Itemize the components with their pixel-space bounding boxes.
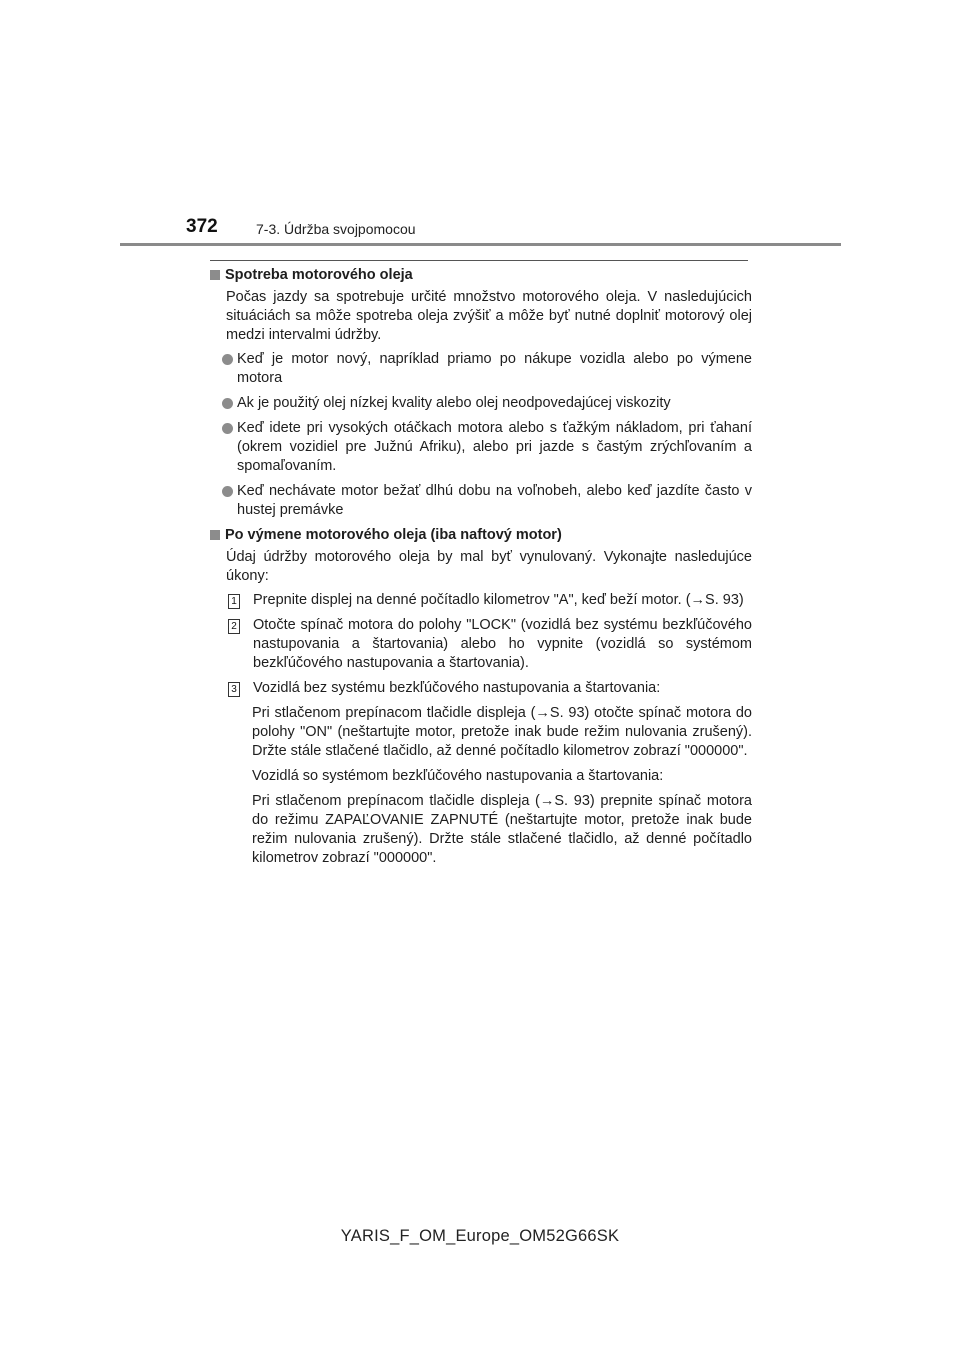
square-bullet-icon: [210, 270, 220, 280]
section-heading-oil-consumption: [210, 266, 752, 285]
paragraph: Počas jazdy sa spotrebuje určité množstvo motorového oleja. V nasledujúcich situáciách sa môže spotreba oleja zvýšiť a môže byť nutné doplniť motorový olej medzi intervalmi údržby.: [226, 289, 752, 343]
step-text: Otočte spínač motora do polohy "LOCK" (vozidlá bez systému bezkľúčového nastupovania a štartovania) alebo ho vypnite (vozidlá so systémom bezkľúčového nastupovania a štartovania).: [253, 617, 752, 671]
step-number-badge: 1: [228, 594, 240, 609]
list-item: [222, 350, 752, 388]
list-item-text: Keď idete pri vysokých otáčkach motora alebo s ťažkým nákladom, pri ťahaní (okrem vozidiel pre Južnú Afriku), alebo pri jazde s častým zrýchľovaním a spomaľovaním.: [237, 420, 752, 474]
circle-bullet-icon: [222, 423, 233, 434]
header-divider: [120, 243, 841, 246]
list-item: [222, 482, 752, 520]
section-title: 7-3. Údržba svojpomocou: [256, 221, 416, 237]
square-bullet-icon: [210, 530, 220, 540]
circle-bullet-icon: [222, 354, 233, 365]
page-number: 372: [186, 216, 218, 237]
step-item: [228, 591, 752, 610]
step-sub-paragraph: Pri stlačenom prepínacom tlačidle displeja (→S. 93) prepnite spínač motora do režimu ZAPAĽOVANIE ZAPNUTÉ (neštartujte motor, pretože inak bude režim nulovania zrušený). Držte stále stlačené tlačidlo, až denné počítadlo kilometrov zobrazí "000000".: [252, 793, 752, 866]
step-number-badge: 3: [228, 682, 240, 697]
step-item: [228, 679, 752, 698]
list-item: [222, 394, 752, 413]
step-sub-paragraph: Pri stlačenom prepínacom tlačidle displeja (→S. 93) otočte spínač motora do polohy "ON" (neštartujte motor, pretože inak bude režim nulovania zrušený). Držte stále stlačené tlačidlo, až denné počítadlo kilometrov zobrazí "000000".: [252, 705, 752, 759]
main-content: [210, 266, 752, 874]
content-divider: [210, 260, 748, 261]
paragraph: Údaj údržby motorového oleja by mal byť vynulovaný. Vykonajte nasledujúce úkony:: [226, 549, 752, 584]
list-item: [222, 419, 752, 476]
step-sub-heading: Vozidlá so systémom bezkľúčového nastupovania a štartovania:: [252, 768, 664, 784]
step-text: Prepnite displej na denné počítadlo kilometrov "A", keď beží motor. (→S. 93): [253, 592, 744, 608]
heading-text: Po výmene motorového oleja (iba naftový motor): [225, 527, 562, 543]
circle-bullet-icon: [222, 486, 233, 497]
list-item-text: Keď je motor nový, napríklad priamo po nákupe vozidla alebo po výmene motora: [237, 351, 752, 386]
step-number-badge: 2: [228, 619, 240, 634]
footer-doc-code: YARIS_F_OM_Europe_OM52G66SK: [340, 1227, 620, 1245]
step-text: Vozidlá bez systému bezkľúčového nastupovania a štartovania:: [253, 680, 661, 696]
step-item: [228, 616, 752, 673]
circle-bullet-icon: [222, 398, 233, 409]
heading-text: Spotreba motorového oleja: [225, 267, 413, 283]
section-heading-oil-change: [210, 526, 752, 545]
list-item-text: Ak je použitý olej nízkej kvality alebo olej neodpovedajúcej viskozity: [237, 395, 671, 411]
list-item-text: Keď nechávate motor bežať dlhú dobu na voľnobeh, alebo keď jazdíte často v hustej premávke: [237, 483, 752, 518]
